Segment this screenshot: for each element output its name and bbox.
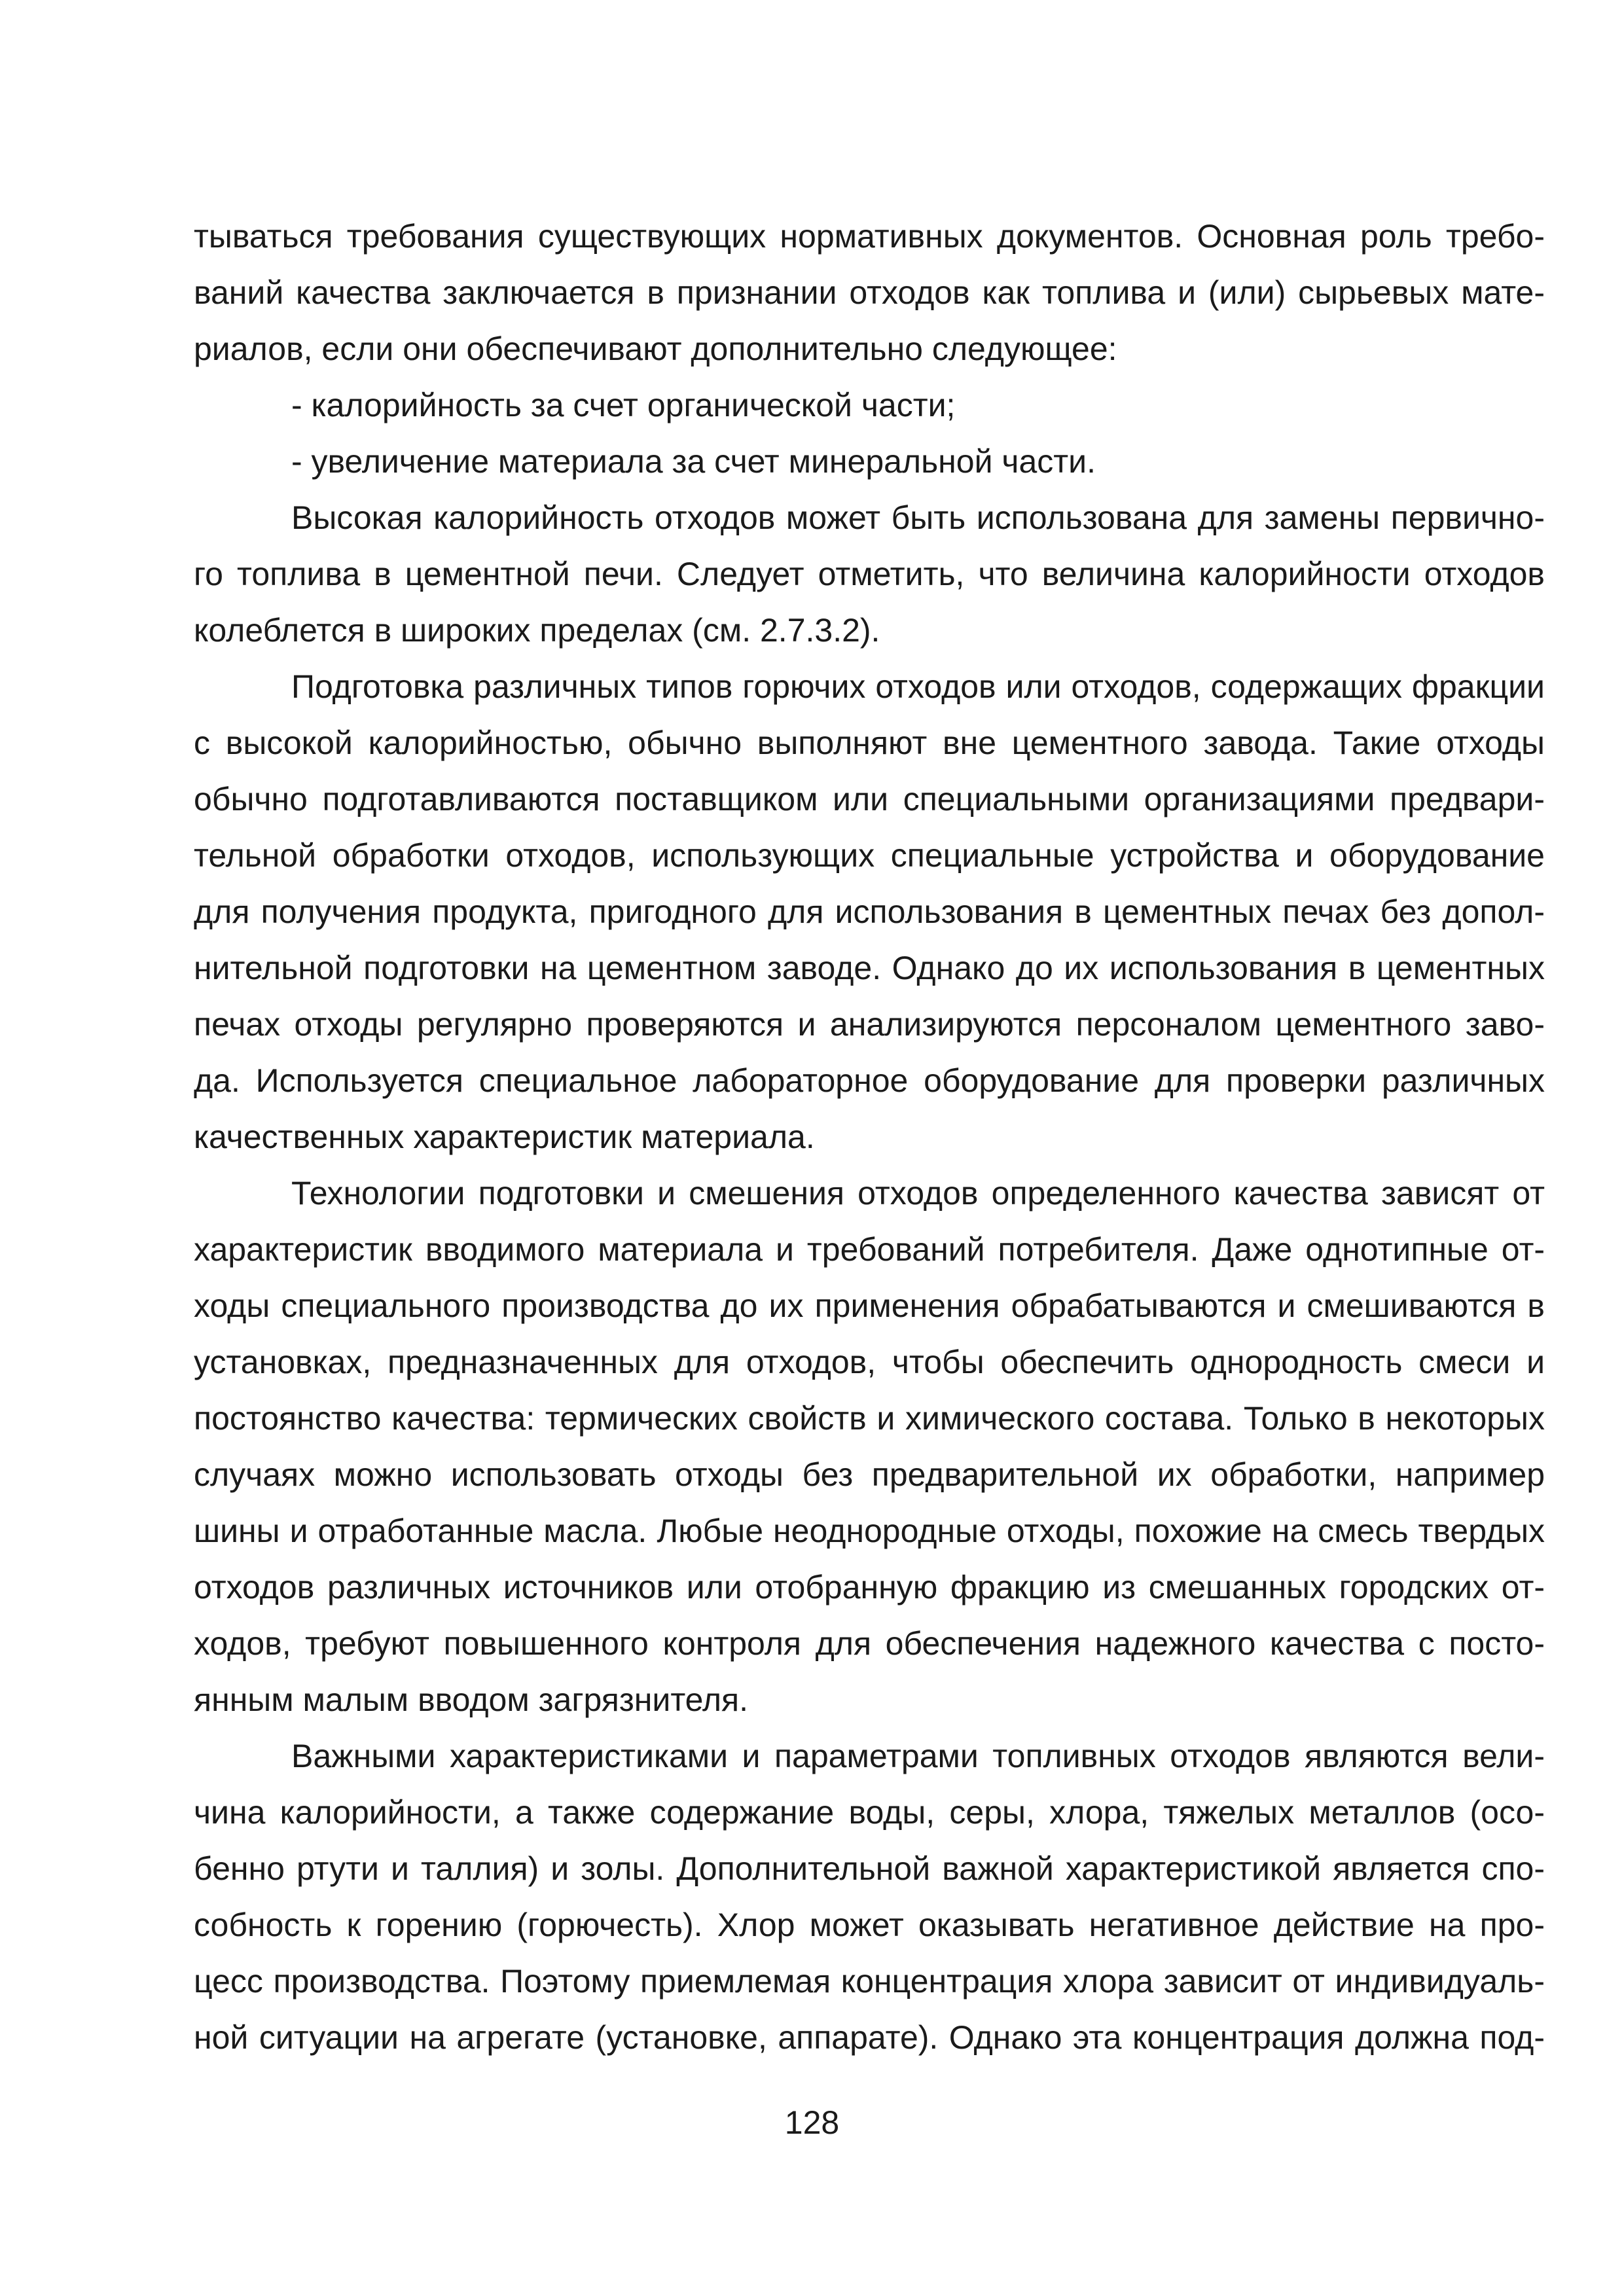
text-line: печах отходы регулярно проверяются и анализируются персоналом цементного заво- <box>194 1006 1545 1043</box>
text-line: характеристик вводимого материала и требований потребителя. Даже однотипные от- <box>194 1231 1545 1268</box>
page-number: 128 <box>784 2104 840 2141</box>
list-item: - увеличение материала за счет минеральной части. <box>291 443 1096 480</box>
text-line: для получения продукта, пригодного для использования в цементных печах без допол- <box>194 893 1545 930</box>
text-line: установках, предназначенных для отходов, чтобы обеспечить однородность смеси и <box>194 1344 1545 1380</box>
text-line: нительной подготовки на цементном заводе. Однако до их использования в цементных <box>194 950 1545 986</box>
text-line: ходы специального производства до их применения обрабатываются и смешиваются в <box>194 1287 1545 1324</box>
text-line: янным малым вводом загрязнителя. <box>194 1681 748 1718</box>
text-line: риалов, если они обеспечивают дополнительно следующее: <box>194 331 1117 367</box>
text-line: постоянство качества: термических свойств и химического состава. Только в некоторых <box>194 1400 1545 1437</box>
text-line: бенно ртути и таллия) и золы. Дополнительной важной характеристикой является спо- <box>194 1850 1545 1887</box>
paragraph-first-line: Важными характеристиками и параметрами топливных отходов являются вели- <box>291 1738 1545 1774</box>
text-line: ходов, требуют повышенного контроля для обеспечения надежного качества с посто- <box>194 1625 1545 1662</box>
text-line: с высокой калорийностью, обычно выполняют вне цементного завода. Такие отходы <box>194 725 1545 761</box>
paragraph-first-line: Высокая калорийность отходов может быть использована для замены первично- <box>291 499 1545 536</box>
text-line: го топлива в цементной печи. Следует отметить, что величина калорийности отходов <box>194 556 1545 592</box>
text-line: ной ситуации на агрегате (установке, аппарате). Однако эта концентрация должна под- <box>194 2019 1545 2056</box>
text-line: обычно подготавливаются поставщиком или специальными организациями предвари- <box>194 781 1545 817</box>
text-line: отходов различных источников или отобранную фракцию из смешанных городских от- <box>194 1569 1545 1605</box>
text-line: цесс производства. Поэтому приемлемая концентрация хлора зависит от индивидуаль- <box>194 1963 1545 2000</box>
text-line: ваний качества заключается в признании отходов как топлива и (или) сырьевых мате- <box>194 274 1545 311</box>
paragraph-first-line: Подготовка различных типов горючих отходов или отходов, содержащих фракции <box>291 668 1545 705</box>
body-text <box>194 208 1545 2066</box>
text-line: тываться требования существующих нормативных документов. Основная роль требо- <box>194 218 1545 255</box>
text-line: тельной обработки отходов, использующих специальные устройства и оборудование <box>194 837 1545 874</box>
text-line: собность к горению (горючесть). Хлор может оказывать негативное действие на про- <box>194 1907 1545 1943</box>
text-line: качественных характеристик материала. <box>194 1119 815 1155</box>
text-line: шины и отработанные масла. Любые неоднородные отходы, похожие на смесь твердых <box>194 1513 1545 1549</box>
paragraph-first-line: Технологии подготовки и смешения отходов определенного качества зависят от <box>291 1175 1545 1211</box>
text-line: чина калорийности, а также содержание воды, серы, хлора, тяжелых металлов (осо- <box>194 1794 1545 1831</box>
list-item: - калорийность за счет органической части; <box>291 387 956 423</box>
text-line: случаях можно использовать отходы без предварительной их обработки, например <box>194 1456 1545 1493</box>
text-line: колеблется в широких пределах (см. 2.7.3.2). <box>194 612 880 649</box>
text-line: да. Используется специальное лабораторное оборудование для проверки различных <box>194 1062 1545 1099</box>
